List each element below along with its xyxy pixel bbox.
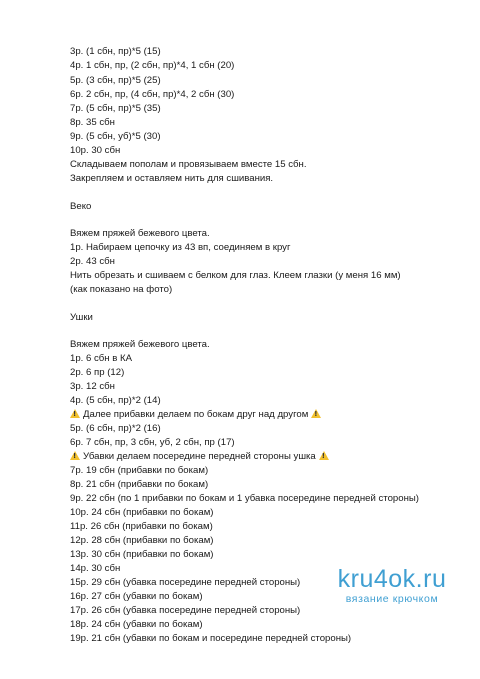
instruction-fasten: Закрепляем и оставляем нить для сшивания. bbox=[70, 173, 274, 184]
ears-row-16: 16р. 27 сбн (убавки по бокам) bbox=[70, 591, 203, 602]
ears-row-18: 18р. 24 сбн (убавки по бокам) bbox=[70, 619, 203, 630]
row-7: 7р. (5 сбн, пр)*5 (35) bbox=[70, 103, 161, 114]
ears-row-15: 15р. 29 сбн (убавка посередине передней стороны) bbox=[70, 577, 301, 588]
ears-row-1: 1р. 6 сбн в КА bbox=[70, 353, 133, 364]
instruction-fold: Складываем пополам и провязываем вместе 15 сбн. bbox=[70, 159, 307, 170]
ears-row-5: 5р. (6 сбн, пр)*2 (16) bbox=[70, 423, 161, 434]
increase-note bbox=[70, 409, 321, 421]
ears-row-8: 8р. 21 сбн (прибавки по бокам) bbox=[70, 479, 209, 490]
ears-row-4: 4р. (5 сбн, пр)*2 (14) bbox=[70, 395, 161, 406]
watermark-logo bbox=[322, 566, 462, 605]
warning-icon bbox=[319, 451, 329, 460]
ears-row-19: 19р. 21 сбн (убавки по бокам и посередине передней стороны) bbox=[70, 633, 352, 644]
row-8: 8р. 35 сбн bbox=[70, 117, 115, 128]
warning-icon bbox=[70, 451, 80, 460]
ears-row-2: 2р. 6 пр (12) bbox=[70, 367, 125, 378]
row-9: 9р. (5 сбн, уб)*5 (30) bbox=[70, 131, 161, 142]
row-10: 10р. 30 сбн bbox=[70, 145, 121, 156]
warning-icon bbox=[70, 409, 80, 418]
row-3: 3р. (1 сбн, пр)*5 (15) bbox=[70, 46, 161, 57]
ears-yarn-note: Вяжем пряжей бежевого цвета. bbox=[70, 339, 210, 350]
eyelid-note: (как показано на фото) bbox=[70, 284, 173, 295]
ears-row-14: 14р. 30 сбн bbox=[70, 563, 121, 574]
ears-row-11: 11р. 26 сбн (прибавки по бокам) bbox=[70, 521, 213, 532]
row-6: 6р. 2 сбн, пр, (4 сбн, пр)*4, 2 сбн (30) bbox=[70, 89, 235, 100]
ears-row-9: 9р. 22 сбн (по 1 прибавки по бокам и 1 убавка посередине передней стороны) bbox=[70, 493, 419, 504]
ears-row-7: 7р. 19 сбн (прибавки по бокам) bbox=[70, 465, 209, 476]
ears-row-6: 6р. 7 сбн, пр, 3 сбн, уб, 2 сбн, пр (17) bbox=[70, 437, 235, 448]
ears-row-12: 12р. 28 сбн (прибавки по бокам) bbox=[70, 535, 214, 546]
ears-row-17: 17р. 26 сбн (убавка посередине передней стороны) bbox=[70, 605, 301, 616]
watermark-tagline: вязание крючком bbox=[345, 593, 439, 605]
watermark-site: kru4ok.ru bbox=[337, 565, 447, 593]
section-heading-eyelid: Веко bbox=[70, 201, 92, 212]
decrease-note bbox=[70, 451, 329, 463]
ears-row-3: 3р. 12 сбн bbox=[70, 381, 115, 392]
eyelid-row-1: 1р. Набираем цепочку из 43 вп, соединяем в круг bbox=[70, 242, 291, 253]
section-heading-ears: Ушки bbox=[70, 312, 93, 323]
row-5: 5р. (3 сбн, пр)*5 (25) bbox=[70, 75, 161, 86]
ears-row-10: 10р. 24 сбн (прибавки по бокам) bbox=[70, 507, 214, 518]
decrease-note-text: Убавки делаем посередине передней стороны ушка bbox=[83, 451, 316, 462]
warning-icon bbox=[311, 409, 321, 418]
eyelid-row-2: 2р. 43 сбн bbox=[70, 256, 115, 267]
row-4: 4р. 1 сбн, пр, (2 сбн, пр)*4, 1 сбн (20) bbox=[70, 60, 235, 71]
yarn-note: Вяжем пряжей бежевого цвета. bbox=[70, 228, 210, 239]
ears-row-13: 13р. 30 сбн (прибавки по бокам) bbox=[70, 549, 214, 560]
eyelid-instruction: Нить обрезать и сшиваем с белком для глаз. Клеем глазки (у меня 16 мм) bbox=[70, 270, 401, 281]
increase-note-text: Далее прибавки делаем по бокам друг над другом bbox=[83, 409, 309, 420]
